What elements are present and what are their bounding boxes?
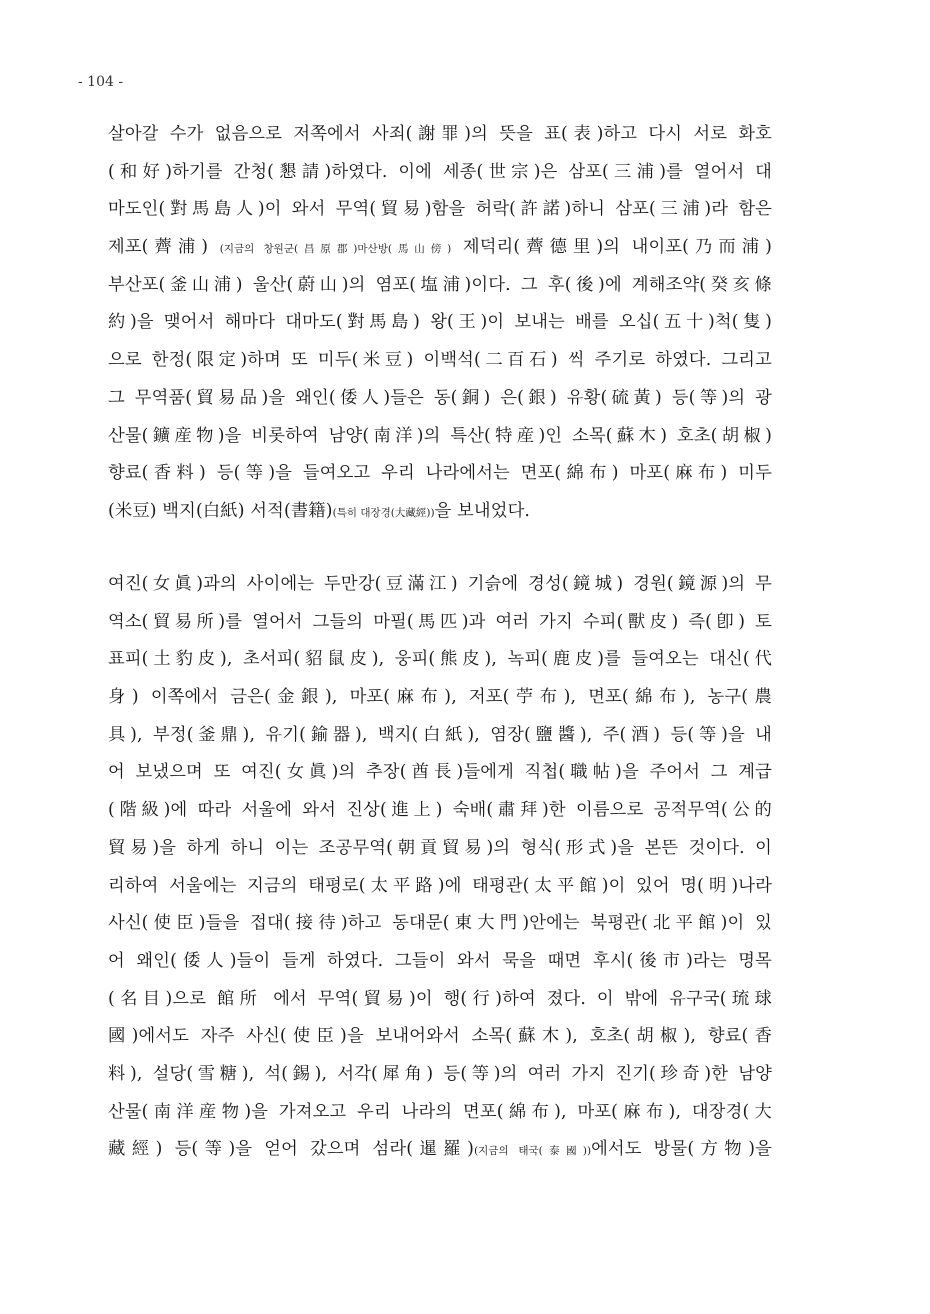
text-segment: 제포(薺浦)	[108, 237, 220, 258]
text-line	[108, 267, 772, 305]
text-line	[108, 868, 772, 906]
text-segment: 藏經) 등(等)을 얻어 갔으며 섬라(暹羅)	[108, 1139, 475, 1160]
text-line	[108, 116, 772, 154]
text-line	[108, 604, 772, 642]
text-segment: 표피(土豹皮), 초서피(貂鼠皮), 웅피(熊皮), 녹피(鹿皮)를 들여오는 대신(代	[108, 649, 772, 670]
text-segment: 리하여 서울에는 지금의 태평로(太平路)에 태평관(太平館)이 있어 명(明)나라	[108, 875, 772, 896]
text-line	[108, 455, 772, 493]
text-line	[108, 981, 772, 1019]
text-segment: 으로 한정(限定)하며 또 미두(米豆) 이백석(二百石) 씩 주기로 하였다. 그리고	[108, 350, 772, 371]
text-line	[108, 905, 772, 943]
text-line	[108, 493, 772, 531]
text-segment: (和好)하기를 간청(懇請)하였다. 이에 세종(世宗)은 삼포(三浦)를 열어서 대	[108, 161, 772, 182]
text-segment: 國)에서도 자주 사신(使臣)을 보내어와서 소목(蘇木), 호초(胡椒), 향료(香	[108, 1026, 772, 1047]
inline-annotation: (특히 대장경(大藏經))	[332, 506, 435, 519]
text-line	[108, 342, 772, 380]
text-line	[108, 304, 772, 342]
text-segment: 어 보냈으며 또 여진(女眞)의 추장(酋長)들에게 직첩(職帖)을 주어서 그 계급	[108, 762, 772, 783]
text-line	[108, 641, 772, 679]
text-line	[108, 792, 772, 830]
text-line	[108, 1131, 772, 1169]
text-line	[108, 717, 772, 755]
text-segment: 살아갈 수가 없음으로 저쪽에서 사죄(謝罪)의 뜻을 표(表)하고 다시 서로 화호	[108, 124, 772, 144]
text-segment: 여진(女眞)과의 사이에는 두만강(豆滿江) 기슭에 경성(鏡城) 경원(鏡源)의 무	[108, 574, 772, 594]
text-segment: 마도인(對馬島人)이 와서 무역(貿易)함을 허락(許諾)하니 삼포(三浦)라 함은	[108, 199, 772, 220]
paragraph-2	[108, 566, 772, 1169]
text-segment: 具), 부정(釜鼎), 유기(鍮器), 백지(白紙), 염장(鹽醬), 주(酒) 등(等)을 내	[108, 724, 772, 745]
text-segment: 산물(鑛産物)을 비롯하여 남양(南洋)의 특산(特産)인 소목(蘇木) 호초(胡椒)	[108, 425, 772, 446]
text-line	[108, 679, 772, 717]
text-line	[108, 154, 772, 192]
text-segment: 을 보내었다.	[434, 500, 531, 521]
text-line	[108, 191, 772, 229]
text-segment: 사신(使臣)들을 접대(接待)하고 동대문(東大門)안에는 북평관(北平館)이 있	[108, 913, 772, 934]
text-segment: 산물(南洋産物)을 가져오고 우리 나라의 면포(綿布), 마포(麻布), 대장경(大	[108, 1101, 772, 1122]
page-number: - 104 -	[78, 74, 124, 90]
text-line	[108, 943, 772, 981]
text-segment: 그 무역품(貿易品)을 왜인(倭人)들은 동(銅) 은(銀) 유황(硫黃) 등(等)의 광	[108, 387, 772, 408]
text-line	[108, 380, 772, 418]
inline-annotation: (지금의 태국(泰國))	[474, 1145, 592, 1158]
text-line	[108, 418, 772, 456]
text-segment: 향료(香料) 등(等)을 들여오고 우리 나라에서는 면포(綿布) 마포(麻布) 미두	[108, 463, 772, 484]
text-segment: (階級)에 따라 서울에 와서 진상(進上) 숙배(肅拜)한 이름으로 공적무역(公的	[108, 800, 772, 821]
text-segment: 제덕리(薺德里)의 내이포(乃而浦)	[451, 237, 772, 258]
paragraph-1	[108, 116, 772, 531]
text-line	[108, 1056, 772, 1094]
text-segment: (米豆) 백지(白紙) 서적(書籍)	[108, 500, 333, 521]
text-line	[108, 229, 772, 267]
text-line	[108, 1094, 772, 1132]
text-segment: 에서도 방물(方物)을	[591, 1139, 772, 1160]
text-line	[108, 566, 772, 604]
text-segment: 約)을 맺어서 해마다 대마도(對馬島) 왕(王)이 보내는 배를 오십(五十)척(隻)	[108, 312, 772, 333]
text-segment: 어 왜인(倭人)들이 들게 하였다. 그들이 와서 묵을 때면 후시(後市)라는 명목	[108, 950, 772, 971]
text-segment: (名目)으로 館所 에서 무역(貿易)이 행(行)하여 졌다. 이 밖에 유구국(琉球	[108, 988, 772, 1009]
text-segment: 貿易)을 하게 하니 이는 조공무역(朝貢貿易)의 형식(形式)을 본뜬 것이다. 이	[108, 837, 772, 858]
text-segment: 역소(貿易所)를 열어서 그들의 마필(馬匹)과 여러 가지 수피(獸皮) 즉(卽) 토	[108, 611, 772, 632]
text-line	[108, 1018, 772, 1056]
inline-annotation: (지금의 창원군(昌原郡)마산방(馬山傍)	[219, 243, 452, 256]
text-segment: 부산포(釜山浦) 울산(蔚山)의 염포(塩浦)이다. 그 후(後)에 계해조약(癸亥條	[108, 274, 772, 295]
text-segment: 料), 설당(雪糖), 석(錫), 서각(犀角) 등(等)의 여러 가지 진기(珍奇)한 남양	[108, 1063, 772, 1084]
text-line	[108, 830, 772, 868]
text-segment: 身) 이쪽에서 금은(金銀), 마포(麻布), 저포(苧布), 면포(綿布), 농구(農	[108, 687, 772, 708]
text-line	[108, 754, 772, 792]
